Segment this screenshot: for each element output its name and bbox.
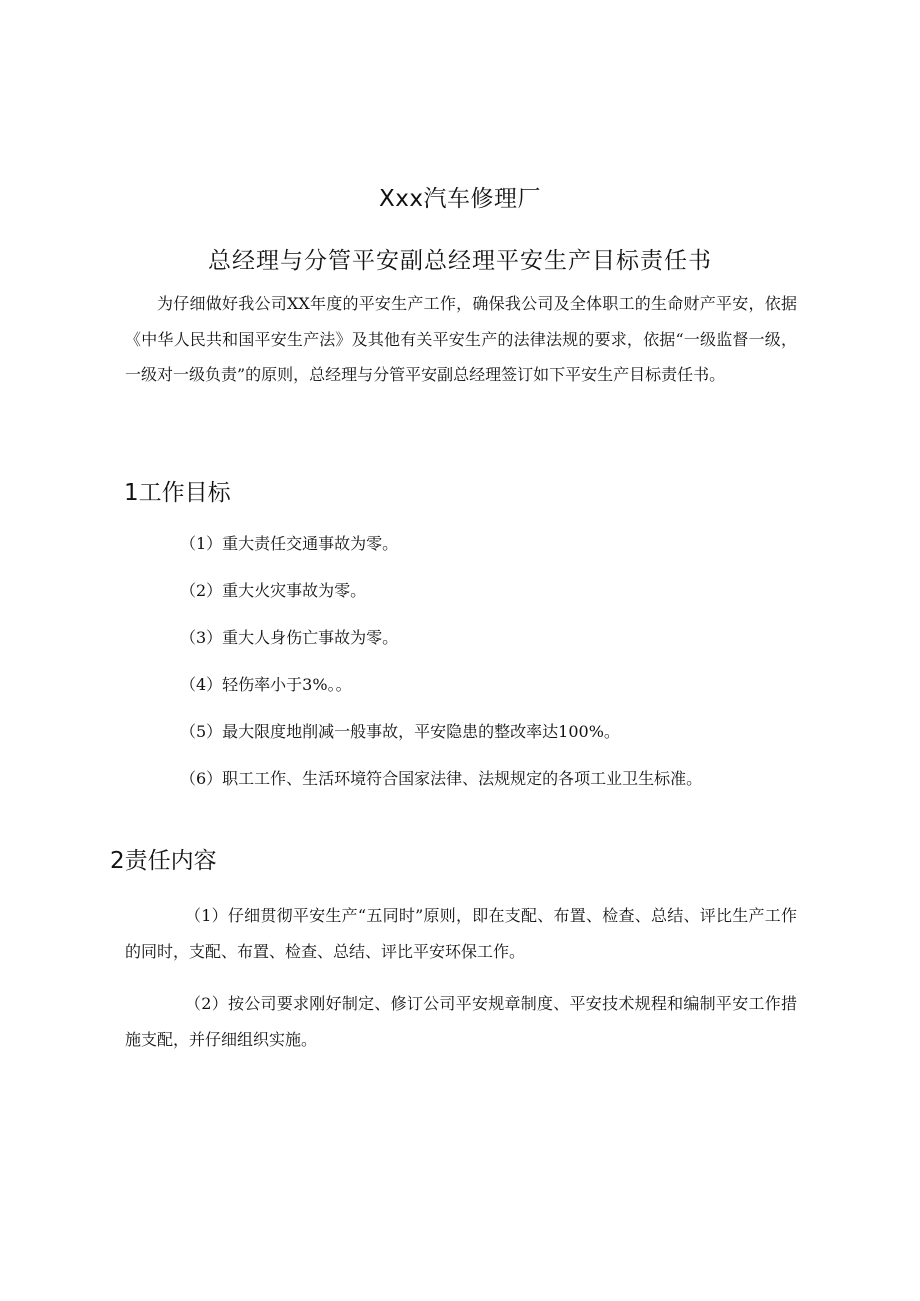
intro-paragraph: 为仔细做好我公司XX年度的平安生产工作，确保我公司及全体职工的生命财产平安，依据《中华人民共和国平安生产法》及其他有关平安生产的法律法规的要求，依据“一级监督一级，一级对一级负责”的原则，总经理与分管平安副总经理签订如下平安生产目标责任书。 <box>125 294 797 384</box>
responsibility-item: （1）仔细贯彻平安生产“五同时”原则，即在支配、布置、检查、总结、评比生产工作的同时，支配、布置、检查、总结、评比平安环保工作。 <box>125 906 797 961</box>
goal-item: （3）重大人身伤亡事故为零。 <box>180 628 399 647</box>
company-name: Xxx汽车修理厂 <box>379 186 541 212</box>
goal-item: （1）重大责任交通事故为零。 <box>180 534 399 553</box>
work-goals-list <box>180 533 702 815</box>
section-heading-responsibilities: 2责任内容 <box>110 848 217 874</box>
responsibility-item: （2）按公司要求刚好制定、修订公司平安规章制度、平安技术规程和编制平安工作措施支配，并仔细组织实施。 <box>125 994 797 1049</box>
goal-item: （4）轻伤率小于3%。。 <box>180 675 352 694</box>
document-title: 总经理与分管平安副总经理平安生产目标责任书 <box>208 248 712 274</box>
section-heading-work-goals: 1工作目标 <box>124 480 231 506</box>
goal-item: （6）职工工作、生活环境符合国家法律、法规规定的各项工业卫生标准。 <box>180 769 703 788</box>
goal-item: （5）最大限度地削减一般事故，平安隐患的整改率达100%。 <box>180 722 620 741</box>
goal-item: （2）重大火灾事故为零。 <box>180 581 367 600</box>
